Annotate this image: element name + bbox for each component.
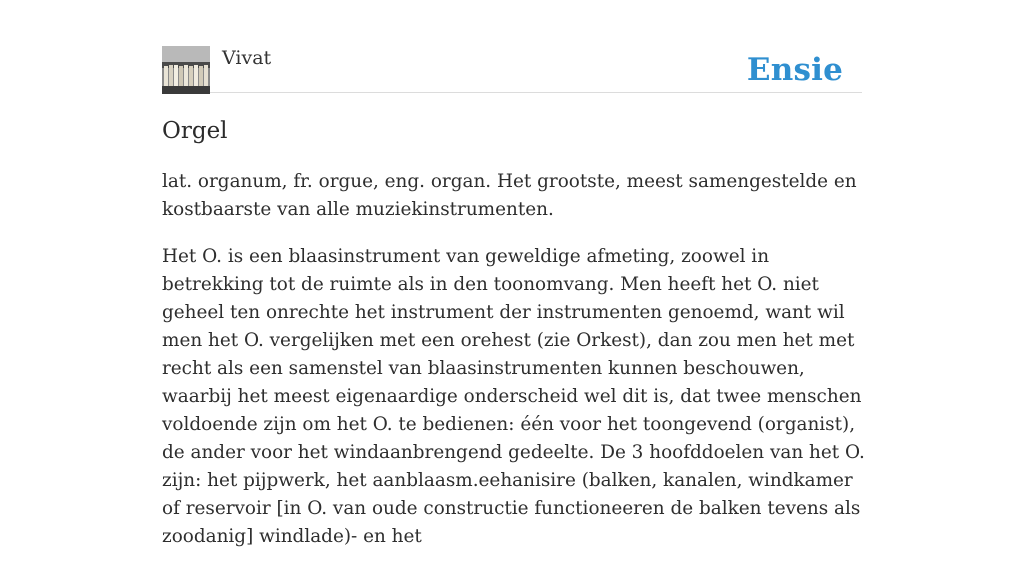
article-paragraph: lat. organum, fr. orgue, eng. organ. Het grootste, meest samengestelde en kostbaarste van alle muziekinstrumenten. <box>162 171 857 220</box>
header <box>162 46 862 93</box>
brand-logo[interactable]: Ensie <box>746 52 843 88</box>
source-avatar[interactable] <box>162 46 210 94</box>
article-paragraph: Het O. is een blaasinstrument van geweldige afmeting, zoowel in betrekking tot de ruimte als in den toonomvang. Men heeft het O. niet geheel ten onrechte het instrument der instrumenten genoemd, want wil men het O. vergelijken met een orehest (zie Orkest), dan zou men het met recht als een samenstel van blaasinstrumenten kunnen beschouwen, waarbij het meest eigenaardige onderscheid wel dit is, dat twee menschen voldoende zijn om het O. te bedienen: één voor het toongevend (organist), de ander voor het windaanbrengend gedeelte. De 3 hoofddoelen van het O. zijn: het pijpwerk, het aanblaasm.eehanisire (balken, kanalen, windkamer of reservoir [in O. van oude constructie functioneeren de balken tevens als zoodanig] windlade)- en het <box>162 246 865 547</box>
article-title: Orgel <box>162 118 228 144</box>
article-body <box>162 168 867 570</box>
organ-pipes-icon <box>162 46 210 94</box>
source-name[interactable]: Vivat <box>222 47 272 69</box>
